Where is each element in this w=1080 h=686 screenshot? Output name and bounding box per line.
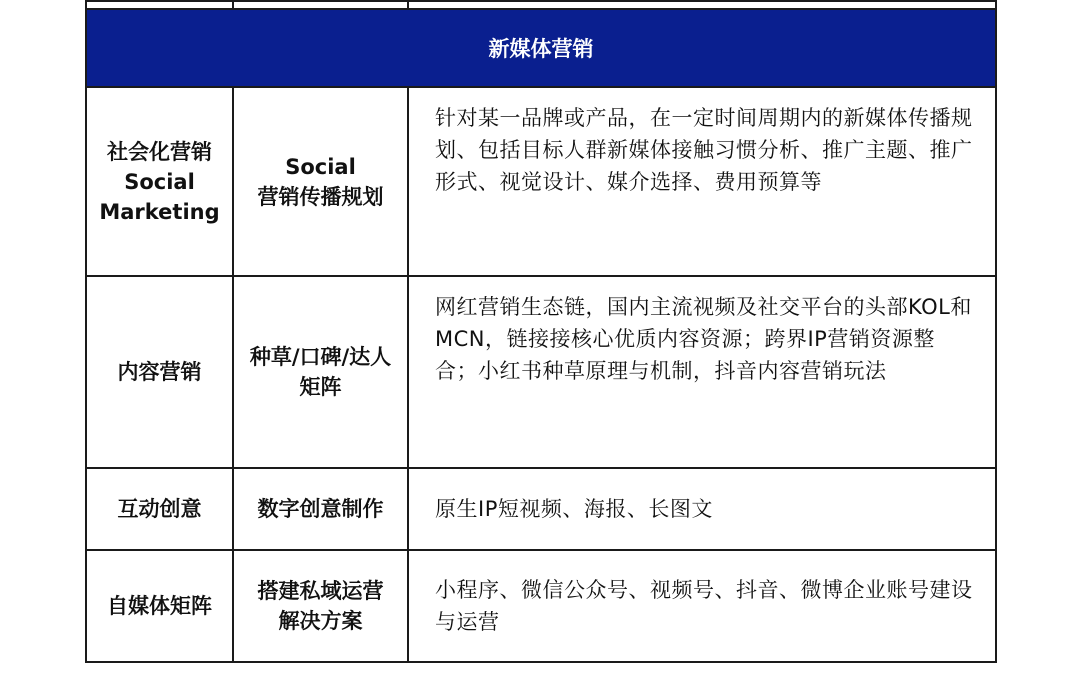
subcategory-label: 营销传播规划 — [257, 184, 384, 209]
subcategory-label: 种草/口碑/达人 — [249, 345, 392, 369]
category-label: Social — [124, 169, 195, 194]
description-cell: 网红营销生态链，国内主流视频及社交平台的头部KOL和MCN，链接接核心优质内容资源；跨界IP营销资源整合；小红书种草原理与机制，抖音内容营销玩法 — [408, 276, 996, 468]
subcategory-label: 矩阵 — [299, 375, 342, 399]
category-cell — [86, 276, 233, 468]
category-label: Marketing — [99, 199, 220, 224]
section-title: 新媒体营销 — [86, 9, 996, 87]
category-label: 内容营销 — [117, 360, 202, 384]
description-cell: 针对某一品牌或产品，在一定时间周期内的新媒体传播规划、包括目标人群新媒体接触习惯分析、推广主题、推广形式、视觉设计、媒介选择、费用预算等 — [408, 87, 996, 276]
subcategory-label: 解决方案 — [278, 609, 363, 633]
category-cell — [86, 468, 233, 550]
category-label: 互动创意 — [117, 497, 202, 521]
table-row — [86, 550, 996, 662]
service-table — [85, 0, 997, 663]
category-cell — [86, 87, 233, 276]
subcategory-cell — [233, 87, 408, 276]
category-label: 社会化营销 — [107, 139, 212, 164]
subcategory-cell — [233, 550, 408, 662]
subcategory-label: 搭建私域运营 — [257, 579, 384, 603]
subcategory-label: Social — [285, 154, 356, 179]
table-row — [86, 468, 996, 550]
section-header-row — [86, 9, 996, 87]
description-cell: 小程序、微信公众号、视频号、抖音、微博企业账号建设与运营 — [408, 550, 996, 662]
table-row — [86, 276, 996, 468]
subcategory-cell — [233, 276, 408, 468]
category-cell — [86, 550, 233, 662]
previous-row-remnant — [86, 1, 996, 9]
category-label: 自媒体矩阵 — [107, 594, 212, 618]
description-cell: 原生IP短视频、海报、长图文 — [408, 468, 996, 550]
table-row — [86, 87, 996, 276]
subcategory-cell — [233, 468, 408, 550]
subcategory-label: 数字创意制作 — [257, 497, 384, 521]
